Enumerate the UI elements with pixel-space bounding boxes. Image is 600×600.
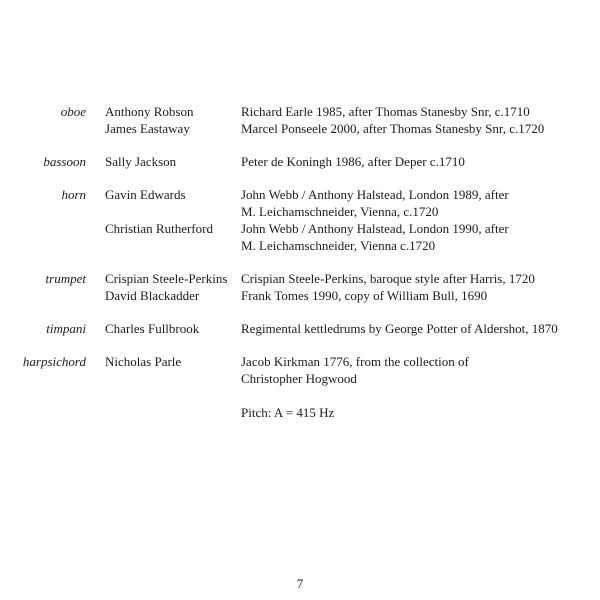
pitch-row — [0, 405, 600, 422]
section-harpsichord — [0, 354, 600, 422]
instrument-detail: Marcel Ponseele 2000, after Thomas Stanesby Snr, c.1720 — [241, 121, 545, 136]
section-bassoon — [0, 154, 600, 171]
roster-row — [0, 104, 600, 121]
player-name: Charles Fullbrook — [105, 321, 200, 336]
section-horn — [0, 187, 600, 255]
player-name: James Eastaway — [105, 121, 190, 136]
player-name: Gavin Edwards — [105, 187, 186, 202]
roster-row — [0, 121, 600, 138]
instrument-detail: Regimental kettledrums by George Potter of Aldershot, 1870 — [241, 321, 558, 336]
section-oboe — [0, 104, 600, 138]
instrument-detail: Frank Tomes 1990, copy of William Bull, 1690 — [241, 288, 488, 303]
page-number: 7 — [296, 576, 304, 591]
player-name: Crispian Steele-Perkins — [105, 271, 228, 286]
roster-row-continuation — [0, 371, 600, 388]
roster-row — [0, 288, 600, 305]
instrument-detail: M. Leichamschneider, Vienna, c.1720 — [241, 204, 439, 219]
instrument-label: horn — [61, 187, 86, 202]
instrument-label: oboe — [60, 104, 86, 119]
player-name: Anthony Robson — [105, 104, 194, 119]
instrument-detail: John Webb / Anthony Halstead, London 1990, after — [241, 221, 509, 236]
player-name: Sally Jackson — [105, 154, 177, 169]
instrument-roster — [0, 104, 600, 422]
instrument-detail: John Webb / Anthony Halstead, London 1989, after — [241, 187, 509, 202]
instrument-label: bassoon — [43, 154, 86, 169]
roster-row — [0, 154, 600, 171]
instrument-detail: M. Leichamschneider, Vienna c.1720 — [241, 238, 436, 253]
instrument-detail: Jacob Kirkman 1776, from the collection of — [241, 354, 469, 369]
roster-row — [0, 271, 600, 288]
instrument-label: harpsichord — [22, 354, 86, 369]
instrument-detail: Richard Earle 1985, after Thomas Stanesby Snr, c.1710 — [241, 104, 530, 119]
roster-row — [0, 321, 600, 338]
roster-row — [0, 221, 600, 238]
instrument-label: trumpet — [45, 271, 86, 286]
roster-row-continuation — [0, 204, 600, 221]
instrument-detail: Peter de Koningh 1986, after Deper c.1710 — [241, 154, 465, 169]
roster-row — [0, 187, 600, 204]
instrument-detail: Christopher Hogwood — [241, 371, 357, 386]
section-timpani — [0, 321, 600, 338]
player-name: Nicholas Parle — [105, 354, 182, 369]
player-name: David Blackadder — [105, 288, 200, 303]
section-trumpet — [0, 271, 600, 305]
roster-row-continuation — [0, 238, 600, 255]
instrument-label: timpani — [46, 321, 86, 336]
pitch-note: Pitch: A = 415 Hz — [241, 405, 335, 420]
player-name: Christian Rutherford — [105, 221, 213, 236]
instrument-detail: Crispian Steele-Perkins, baroque style after Harris, 1720 — [241, 271, 535, 286]
roster-row — [0, 354, 600, 371]
